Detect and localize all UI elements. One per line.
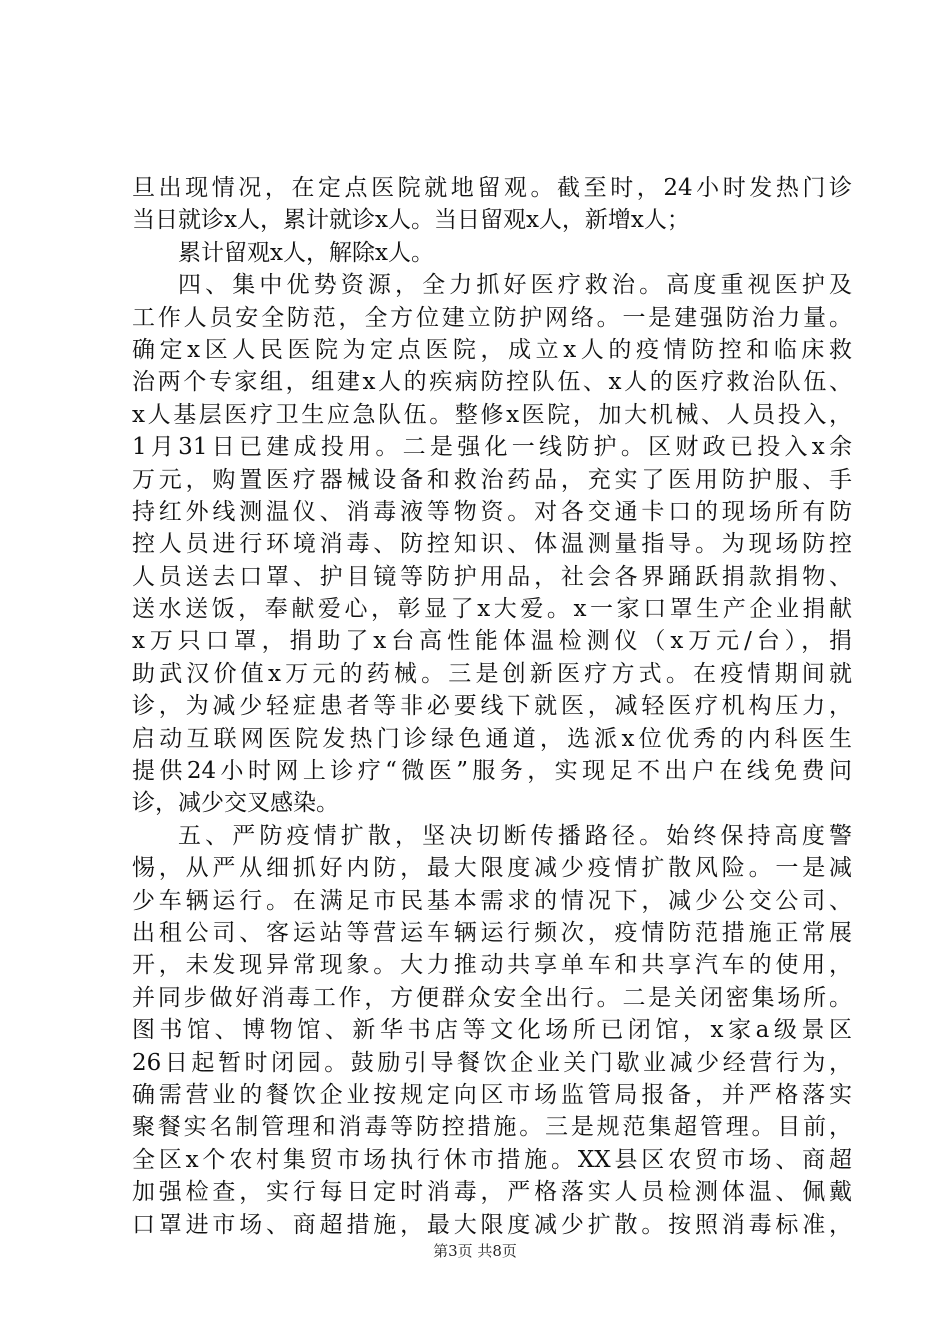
body-text-line: 持红外线测温仪、消毒液等物资。对各交通卡口的现场所有防 bbox=[132, 498, 852, 525]
body-text-line: 旦出现情况，在定点医院就地留观。截至时，24小时发热门诊 bbox=[132, 175, 852, 201]
body-text-line: 图书馆、博物馆、新华书店等文化场所已闭馆，x家a级景区 bbox=[132, 1017, 852, 1044]
body-text-line: 确定x区人民医院为定点医院，成立x人的疫情防控和临床救 bbox=[132, 336, 852, 363]
body-text-line: 启动互联网医院发热门诊绿色通道，选派x位优秀的内科医生 bbox=[132, 725, 852, 752]
body-text-line: 治两个专家组，组建x人的疾病防控队伍、x人的医疗救治队伍、 bbox=[132, 369, 852, 396]
document-body bbox=[132, 172, 852, 1241]
body-text-line: 并同步做好消毒工作，方便群众安全出行。二是关闭密集场所。 bbox=[132, 984, 852, 1011]
body-text-line: 累计留观x人，解除x人。 bbox=[178, 239, 434, 266]
body-text-line: 聚餐实名制管理和消毒等防控措施。三是规范集超管理。目前， bbox=[132, 1114, 852, 1141]
body-text-line: 控人员进行环境消毒、防控知识、体温测量指导。为现场防控 bbox=[132, 531, 852, 558]
body-text-line: 当日就诊x人，累计就诊x人。当日留观x人，新增x人； bbox=[132, 207, 690, 234]
body-text-line: x人基层医疗卫生应急队伍。整修x医院，加大机械、人员投入， bbox=[132, 401, 852, 428]
body-text-line: 惕，从严从细抓好内防，最大限度减少疫情扩散风险。一是减 bbox=[132, 855, 852, 882]
body-text-line: 送水送饭，奉献爱心，彰显了x大爱。x一家口罩生产企业捐献 bbox=[132, 596, 852, 623]
body-text-line: 口罩进市场、商超措施，最大限度减少扩散。按照消毒标准， bbox=[132, 1211, 852, 1238]
body-text-line: 工作人员安全防范，全方位建立防护网络。一是建强防治力量。 bbox=[132, 304, 852, 331]
body-text-line: 四、集中优势资源，全力抓好医疗救治。高度重视医护及 bbox=[178, 272, 852, 299]
body-text-line: 26日起暂时闭园。鼓励引导餐饮企业关门歇业减少经营行为， bbox=[132, 1049, 852, 1076]
body-text-line: 确需营业的餐饮企业按规定向区市场监管局报备，并严格落实 bbox=[132, 1081, 852, 1108]
body-text-line: 助武汉价值x万元的药械。三是创新医疗方式。在疫情期间就 bbox=[132, 660, 852, 687]
body-text-line: 万元，购置医疗器械设备和救治药品，充实了医用防护服、手 bbox=[132, 466, 852, 493]
body-text-line: 加强检查，实行每日定时消毒，严格落实人员检测体温、佩戴 bbox=[132, 1179, 852, 1206]
body-text-line: x万只口罩，捐助了x台高性能体温检测仪（x万元/台），捐 bbox=[132, 628, 852, 655]
body-text-line: 开，未发现异常现象。大力推动共享单车和共享汽车的使用， bbox=[132, 952, 852, 979]
body-text-line: 诊，减少交叉感染。 bbox=[132, 790, 339, 817]
body-text-line: 人员送去口罩、护目镜等防护用品，社会各界踊跃捐款捐物、 bbox=[132, 563, 852, 590]
body-text-line: 出租公司、客运站等营运车辆运行频次，疫情防范措施正常展 bbox=[132, 919, 852, 946]
body-text-line: 1月31日已建成投用。二是强化一线防护。区财政已投入x余 bbox=[132, 434, 852, 461]
page-number-footer: 第3页 共8页 bbox=[433, 1242, 517, 1260]
body-text-line: 诊，为减少轻症患者等非必要线下就医，减轻医疗机构压力， bbox=[132, 693, 852, 720]
body-text-line: 全区x个农村集贸市场执行休市措施。XX县区农贸市场、商超 bbox=[132, 1146, 852, 1173]
body-text-line: 提供24小时网上诊疗“微医”服务，实现足不出户在线免费问 bbox=[132, 758, 852, 785]
body-text-line: 少车辆运行。在满足市民基本需求的情况下，减少公交公司、 bbox=[132, 887, 852, 914]
body-text-line: 五、严防疫情扩散，坚决切断传播路径。始终保持高度警 bbox=[178, 822, 852, 849]
